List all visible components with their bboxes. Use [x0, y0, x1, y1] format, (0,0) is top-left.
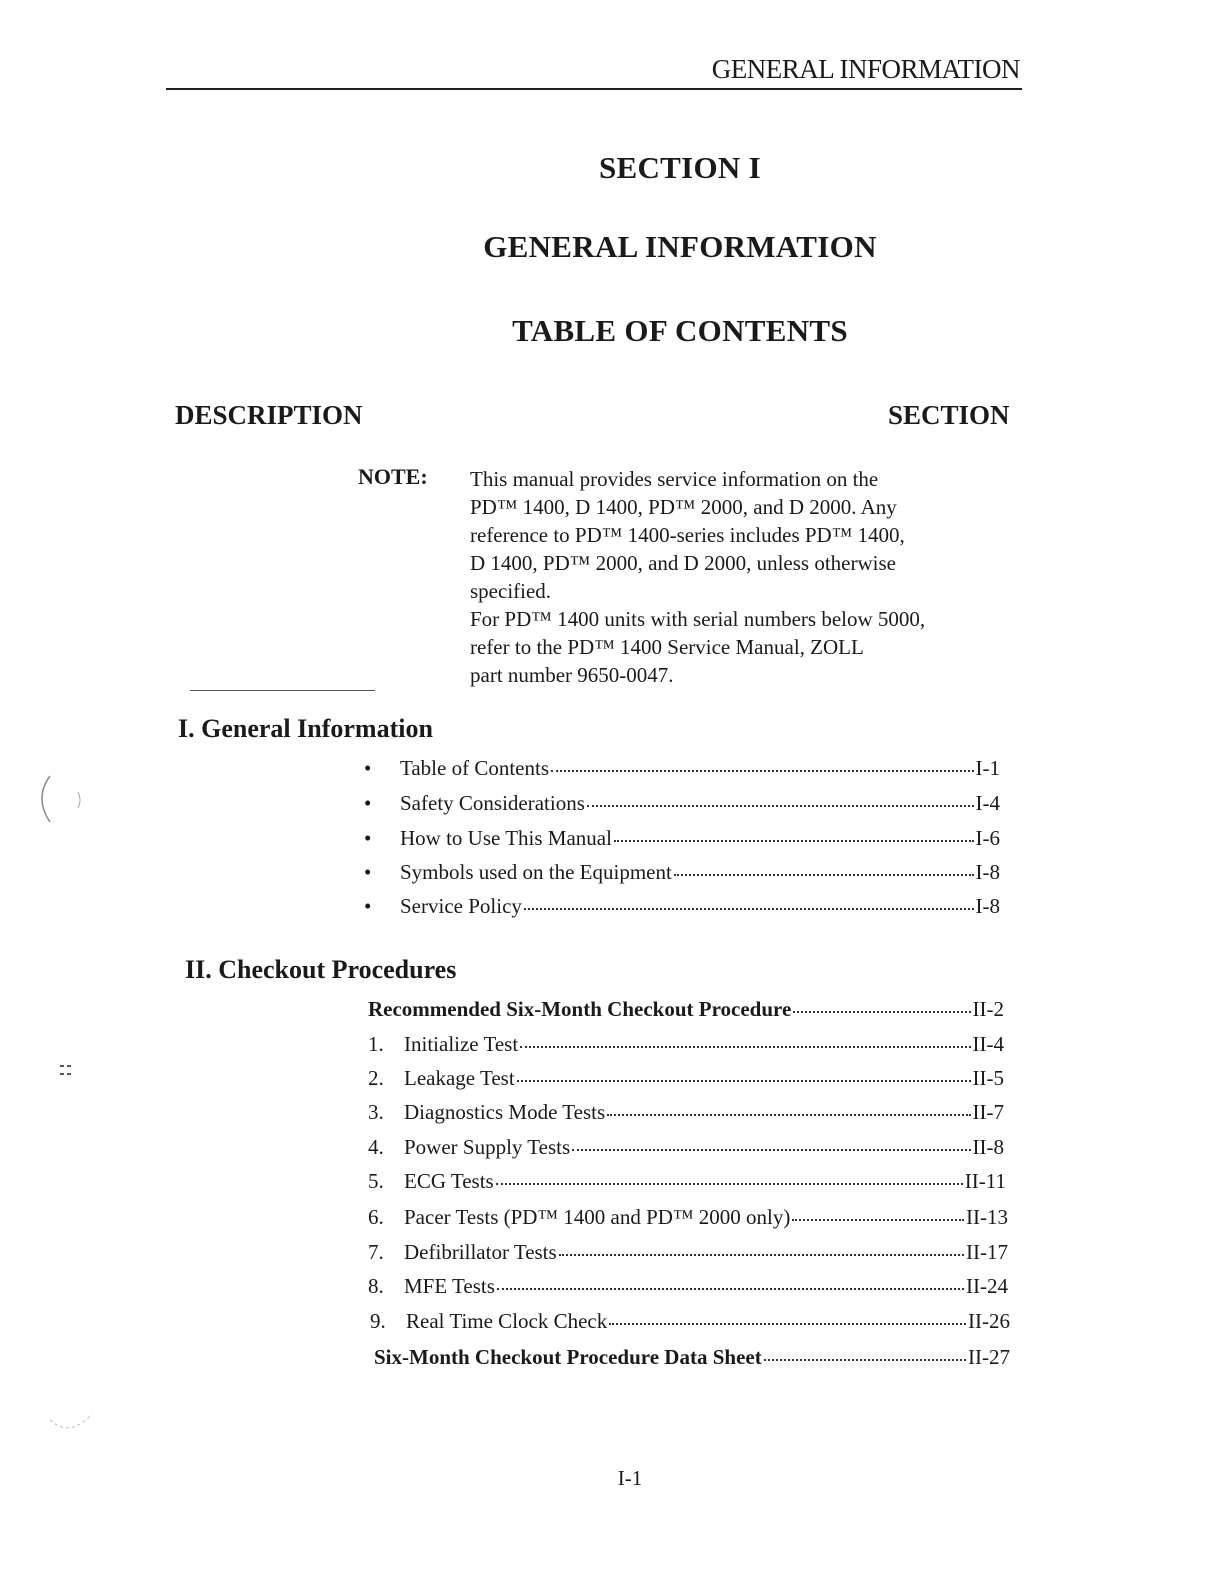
toc-entry — [368, 1135, 1004, 1165]
toc-entry-page: II-26 — [968, 1309, 1010, 1333]
toc-entry — [368, 1240, 1008, 1270]
toc-entry-page: II-7 — [972, 1100, 1004, 1124]
section-title: SECTION I — [598, 150, 762, 185]
toc-entry — [368, 1169, 1006, 1199]
toc-entry-label: Leakage Test — [404, 1066, 515, 1090]
dot-leader — [551, 770, 974, 772]
toc-entry-page: I-6 — [975, 826, 1000, 850]
dot-leader — [587, 805, 974, 807]
toc-entry-label: Diagnostics Mode Tests — [404, 1100, 606, 1124]
toc-entry — [364, 860, 1000, 890]
note-line: reference to PD™ 1400-series includes PD™ 1400, — [470, 523, 905, 547]
item-number: 9. — [370, 1309, 386, 1333]
toc-entry-label: Table of Contents — [400, 756, 549, 780]
item-number: 2. — [368, 1066, 384, 1090]
item-number: 3. — [368, 1100, 384, 1124]
dot-leader — [517, 1080, 971, 1082]
note-line: specified. — [470, 579, 552, 603]
dot-leader — [559, 1254, 964, 1256]
separator-rule — [190, 690, 375, 691]
scan-mark-arc — [40, 1390, 100, 1440]
note-line: D 1400, PD™ 2000, and D 2000, unless otherwise — [470, 551, 896, 575]
toc-entry-label: Service Policy — [400, 894, 522, 918]
note-label: NOTE: — [358, 464, 428, 489]
toc-entry-page: I-1 — [975, 756, 1000, 780]
description-column-heading: DESCRIPTION — [175, 400, 363, 430]
toc-entry-label: MFE Tests — [404, 1274, 495, 1298]
toc-entry-page: II-17 — [966, 1240, 1008, 1264]
note-text — [470, 465, 1010, 689]
section-ii-heading: II. Checkout Procedures — [185, 955, 457, 984]
dot-leader — [524, 908, 974, 910]
toc-entry-page: I-4 — [975, 791, 1000, 815]
toc-entry — [364, 791, 1000, 821]
bullet-marker: • — [364, 860, 372, 884]
toc-entry — [364, 826, 1000, 856]
toc-entry-page: II-24 — [966, 1274, 1008, 1298]
toc-entry — [364, 894, 1000, 924]
toc-entry-page: II-8 — [972, 1135, 1004, 1159]
toc-entry-label: Recommended Six-Month Checkout Procedure — [368, 997, 792, 1021]
dot-leader — [614, 840, 974, 842]
toc-entry-label: Pacer Tests (PD™ 1400 and PD™ 2000 only) — [404, 1205, 791, 1229]
section-i-heading: I. General Information — [178, 714, 433, 743]
toc-entry-page: II-27 — [968, 1345, 1010, 1369]
toc-entry-label: Initialize Test — [404, 1032, 519, 1056]
toc-entry-label: Defibrillator Tests — [404, 1240, 557, 1264]
toc-entry-page: I-8 — [975, 894, 1000, 918]
toc-entry-label: Safety Considerations — [400, 791, 585, 815]
item-number: 4. — [368, 1135, 384, 1159]
note-line: part number 9650-0047. — [470, 663, 674, 687]
item-number: 7. — [368, 1240, 384, 1264]
bullet-marker: • — [364, 826, 372, 850]
bullet-marker: • — [364, 756, 372, 780]
header-rule — [166, 88, 1022, 90]
toc-entry — [368, 1100, 1004, 1130]
toc-entry-page: II-2 — [972, 997, 1004, 1021]
note-line: PD™ 1400, D 1400, PD™ 2000, and D 2000. Any — [470, 495, 897, 519]
dot-leader — [609, 1323, 966, 1325]
note-line: For PD™ 1400 units with serial numbers below 5000, — [470, 607, 926, 631]
item-number: 8. — [368, 1274, 384, 1298]
dot-leader — [792, 1219, 964, 1221]
toc-entry — [368, 1066, 1004, 1096]
toc-entry-page: II-13 — [966, 1205, 1008, 1229]
toc-entry-label: Symbols used on the Equipment — [400, 860, 672, 884]
dot-leader — [764, 1359, 966, 1361]
page-number: I-1 — [617, 1466, 643, 1490]
toc-entry — [370, 1309, 1010, 1339]
toc-entry — [364, 756, 1000, 786]
dot-leader — [607, 1114, 970, 1116]
dot-leader — [497, 1288, 964, 1290]
running-header: GENERAL INFORMATION — [711, 54, 1020, 84]
dot-leader — [520, 1046, 970, 1048]
toc-title: TABLE OF CONTENTS — [512, 313, 848, 348]
scan-mark-bracket — [30, 770, 90, 830]
item-number: 1. — [368, 1032, 384, 1056]
toc-entry — [368, 1205, 1008, 1235]
item-number: 6. — [368, 1205, 384, 1229]
section-column-heading: SECTION — [888, 400, 1010, 430]
dot-leader — [572, 1149, 970, 1151]
toc-outro-entry — [374, 1345, 1010, 1375]
scan-mark-dashes — [58, 1062, 78, 1082]
toc-entry-label: How to Use This Manual — [400, 826, 612, 850]
toc-entry — [368, 1032, 1004, 1062]
toc-entry-page: II-4 — [972, 1032, 1004, 1056]
note-line: This manual provides service information on the — [470, 467, 879, 491]
bullet-marker: • — [364, 791, 372, 815]
toc-entry-page: II-11 — [964, 1169, 1006, 1193]
toc-entry-label: ECG Tests — [404, 1169, 494, 1193]
bullet-marker: • — [364, 894, 372, 918]
general-title: GENERAL INFORMATION — [483, 229, 877, 264]
toc-intro-entry — [368, 997, 1004, 1027]
toc-entry-page: II-5 — [972, 1066, 1004, 1090]
item-number: 5. — [368, 1169, 384, 1193]
note-line: refer to the PD™ 1400 Service Manual, ZOLL — [470, 635, 864, 659]
toc-entry-label: Power Supply Tests — [404, 1135, 571, 1159]
toc-entry-label: Six-Month Checkout Procedure Data Sheet — [374, 1345, 762, 1369]
toc-entry — [368, 1274, 1008, 1304]
toc-entry-label: Real Time Clock Check — [406, 1309, 608, 1333]
dot-leader — [496, 1183, 963, 1185]
dot-leader — [793, 1011, 970, 1013]
dot-leader — [674, 874, 974, 876]
toc-entry-page: I-8 — [975, 860, 1000, 884]
